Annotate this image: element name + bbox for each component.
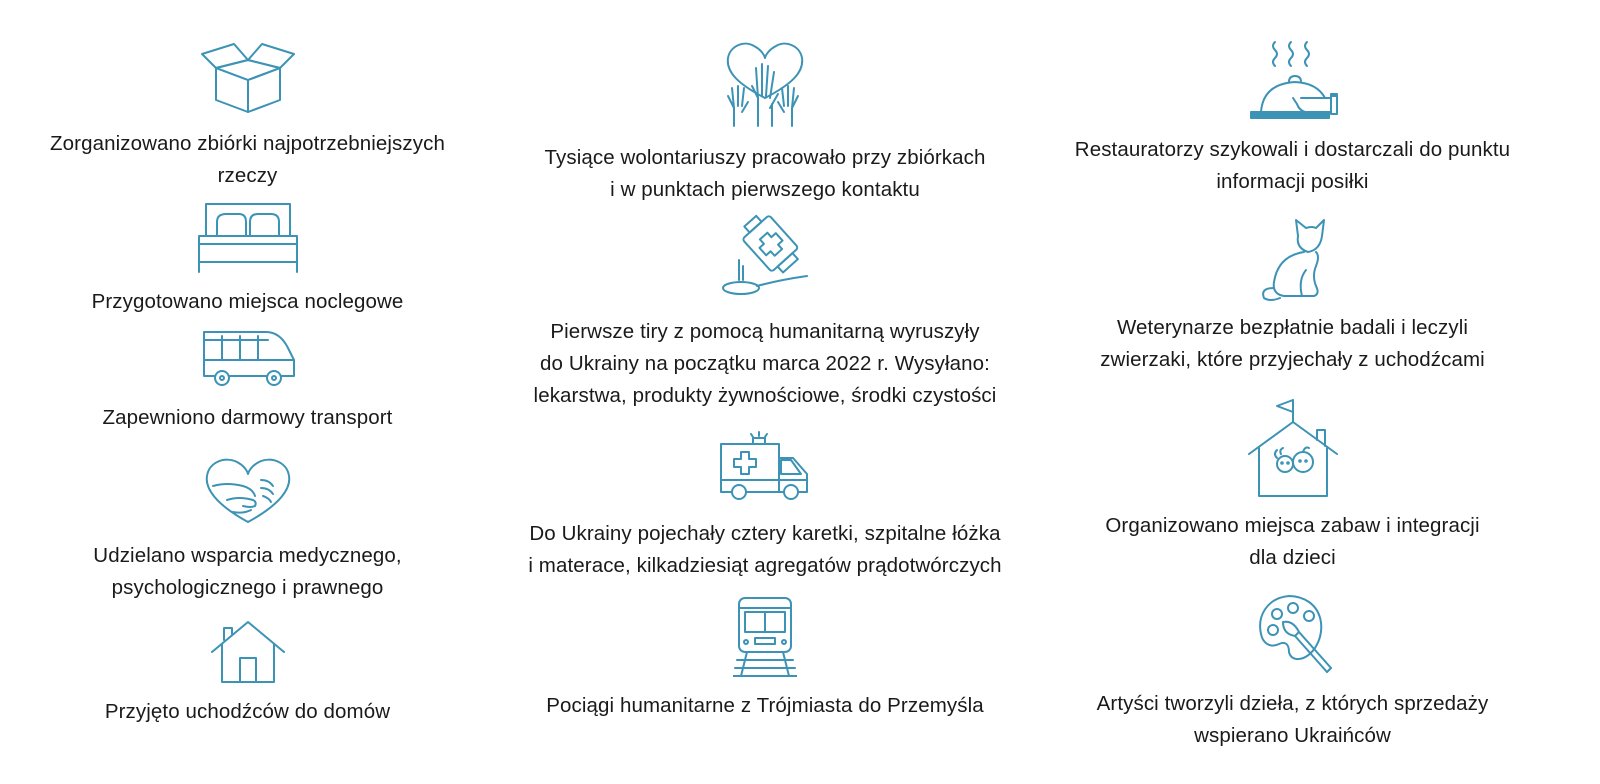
item-caption: Pociągi humanitarne z Trójmiasta do Przemyśla [546,694,984,717]
item-caption: Przygotowano miejsca noclegowe [91,290,404,313]
ambulance-icon [717,428,813,504]
train-icon [733,594,797,678]
item-caption: Artyści tworzyli dzieła, z których sprzedaży wspierano Ukraińców [1096,692,1489,747]
item-artists [1045,592,1540,752]
item-restaurants [1045,38,1540,198]
item-caption: Weterynarze bezpłatnie badali i leczyli zwierzaki, które przyjechały z uchodźcami [1100,316,1485,371]
paint-palette-icon [1253,592,1333,678]
item-trains [515,594,1015,722]
bed-icon [193,200,303,276]
item-caption: Przyjęto uchodźców do domów [104,700,391,723]
item-caption: Restauratorzy szykowali i dostarczali do punktu informacji posiłki [1074,138,1511,193]
item-accommodation [20,200,475,318]
item-homes [20,618,475,728]
item-transport [20,326,475,434]
item-caption: Udzielano wsparcia medycznego, psychologicznego i prawnego [93,544,402,599]
food-cloche-icon [1245,38,1341,122]
open-box-icon [198,38,298,116]
house-icon [208,618,288,684]
item-caption: Tysiące wolontariuszy pracowało przy zbiórkach i w punktach pierwszego kontaktu [544,146,986,201]
item-volunteers [515,38,1015,206]
heart-hug-icon [203,456,293,526]
item-collections [20,38,475,192]
cat-icon [1258,206,1328,302]
kids-house-icon [1245,396,1341,500]
item-caption: Organizowano miejsca zabaw i integracji dla dzieci [1105,514,1480,569]
item-caption: Zorganizowano zbiórki najpotrzebniejszych rzeczy [50,132,445,187]
bus-icon [198,326,298,390]
medicine-bottle-spoon-icon [717,210,813,300]
item-caption: Do Ukrainy pojechały cztery karetki, szpitalne łóżka i materace, kilkadziesiąt agregatów prądotwórczych [528,522,1002,577]
volunteer-hands-heart-icon [720,38,810,128]
item-veterinarians [1045,206,1540,376]
item-caption: Pierwsze tiry z pomocą humanitarną wyruszyły do Ukrainy na początku marca 2022 r. Wysyłano: lekarstwa, produkty żywnościowe, środki czystości [533,320,997,407]
item-caption: Zapewniono darmowy transport [102,406,393,429]
item-humanitarian-trucks [515,210,1015,412]
item-kids [1045,396,1540,574]
item-support [20,456,475,604]
item-ambulances [515,428,1015,582]
